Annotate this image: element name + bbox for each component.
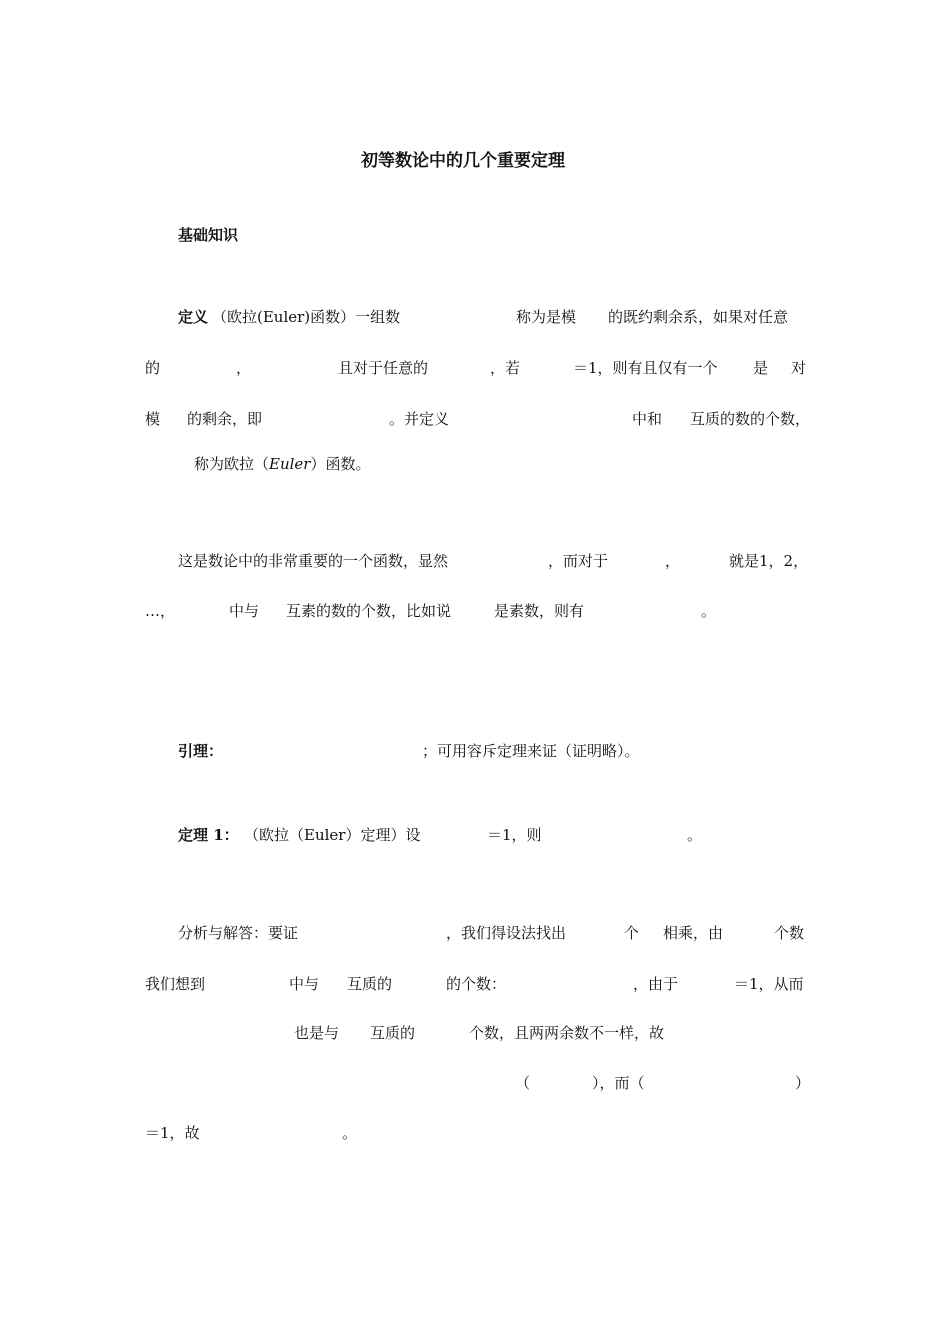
definition-text xyxy=(194,454,371,474)
analysis-text: 互质的 xyxy=(347,975,393,993)
analysis-text: 也是与 xyxy=(294,1024,340,1042)
definition-text: 称为是模 xyxy=(516,308,577,326)
definition-text: ， xyxy=(236,359,252,377)
lemma-label: 引理： xyxy=(178,742,224,760)
section-heading: 基础知识 xyxy=(178,226,239,244)
analysis-text: 我们想到 xyxy=(145,975,206,993)
definition-text-part: ）函数。 xyxy=(310,455,371,473)
analysis-text: 相乘，由 xyxy=(663,924,724,942)
analysis-text: ＝1，故 xyxy=(145,1124,200,1142)
analysis-text: 中与 xyxy=(289,975,320,993)
theorem-text: 。 xyxy=(687,826,703,844)
definition-text-part: 称为欧拉（ xyxy=(194,455,270,473)
remark-text: ，而对于 xyxy=(548,552,609,570)
definition-text: 的剩余，即 xyxy=(187,410,263,428)
analysis-text: ，我们得设法找出 xyxy=(446,924,567,942)
analysis-text: ＝1，从而 xyxy=(734,975,804,993)
definition-label: 定义 xyxy=(178,308,209,326)
definition-text: 的 xyxy=(145,359,161,377)
analysis-text: （ xyxy=(515,1074,531,1092)
analysis-text: ，由于 xyxy=(633,975,679,993)
theorem-text: （欧拉（Euler）定理）设 xyxy=(244,826,421,844)
analysis-text: 个数 xyxy=(774,924,805,942)
analysis-text: 的个数： xyxy=(446,975,507,993)
analysis-text: ），而（ xyxy=(592,1074,645,1092)
definition-text: ，若 xyxy=(490,359,521,377)
definition-text: 的既约剩余系，如果对任意 xyxy=(608,308,789,326)
analysis-text: 分析与解答：要证 xyxy=(178,924,299,942)
theorem-label: 定理 1： xyxy=(178,826,239,844)
analysis-text: 个 xyxy=(624,924,640,942)
euler-italic: Euler xyxy=(269,455,311,473)
analysis-text: 互质的 xyxy=(370,1024,416,1042)
lemma-text: ；可用容斥定理来证（证明略）。 xyxy=(422,742,640,760)
remark-text: 互素的数的个数，比如说 xyxy=(286,602,452,620)
definition-text: （欧拉(Euler)函数）一组数 xyxy=(212,308,401,326)
analysis-text: ） xyxy=(795,1074,811,1092)
remark-text: 这是数论中的非常重要的一个函数，显然 xyxy=(178,552,449,570)
definition-text: 对 xyxy=(791,359,807,377)
analysis-text: 。 xyxy=(342,1124,358,1142)
page-title: 初等数论中的几个重要定理 xyxy=(361,151,565,171)
definition-text: 中和 xyxy=(632,410,663,428)
remark-text: ， xyxy=(665,552,681,570)
theorem-text: ＝1，则 xyxy=(487,826,542,844)
remark-text: …， xyxy=(145,602,176,620)
definition-text: 。并定义 xyxy=(389,410,450,428)
definition-text: 互质的数的个数， xyxy=(690,410,811,428)
definition-text: ＝1，则有且仅有一个 xyxy=(573,359,718,377)
remark-text: 中与 xyxy=(229,602,260,620)
definition-text: 是 xyxy=(753,359,769,377)
analysis-text: 个数，且两两余数不一样，故 xyxy=(469,1024,665,1042)
definition-text: 且对于任意的 xyxy=(338,359,429,377)
definition-text: 模 xyxy=(145,410,161,428)
remark-text: 是素数，则有 xyxy=(494,602,585,620)
remark-text: 就是1，2， xyxy=(729,552,809,570)
remark-text: 。 xyxy=(701,602,717,620)
